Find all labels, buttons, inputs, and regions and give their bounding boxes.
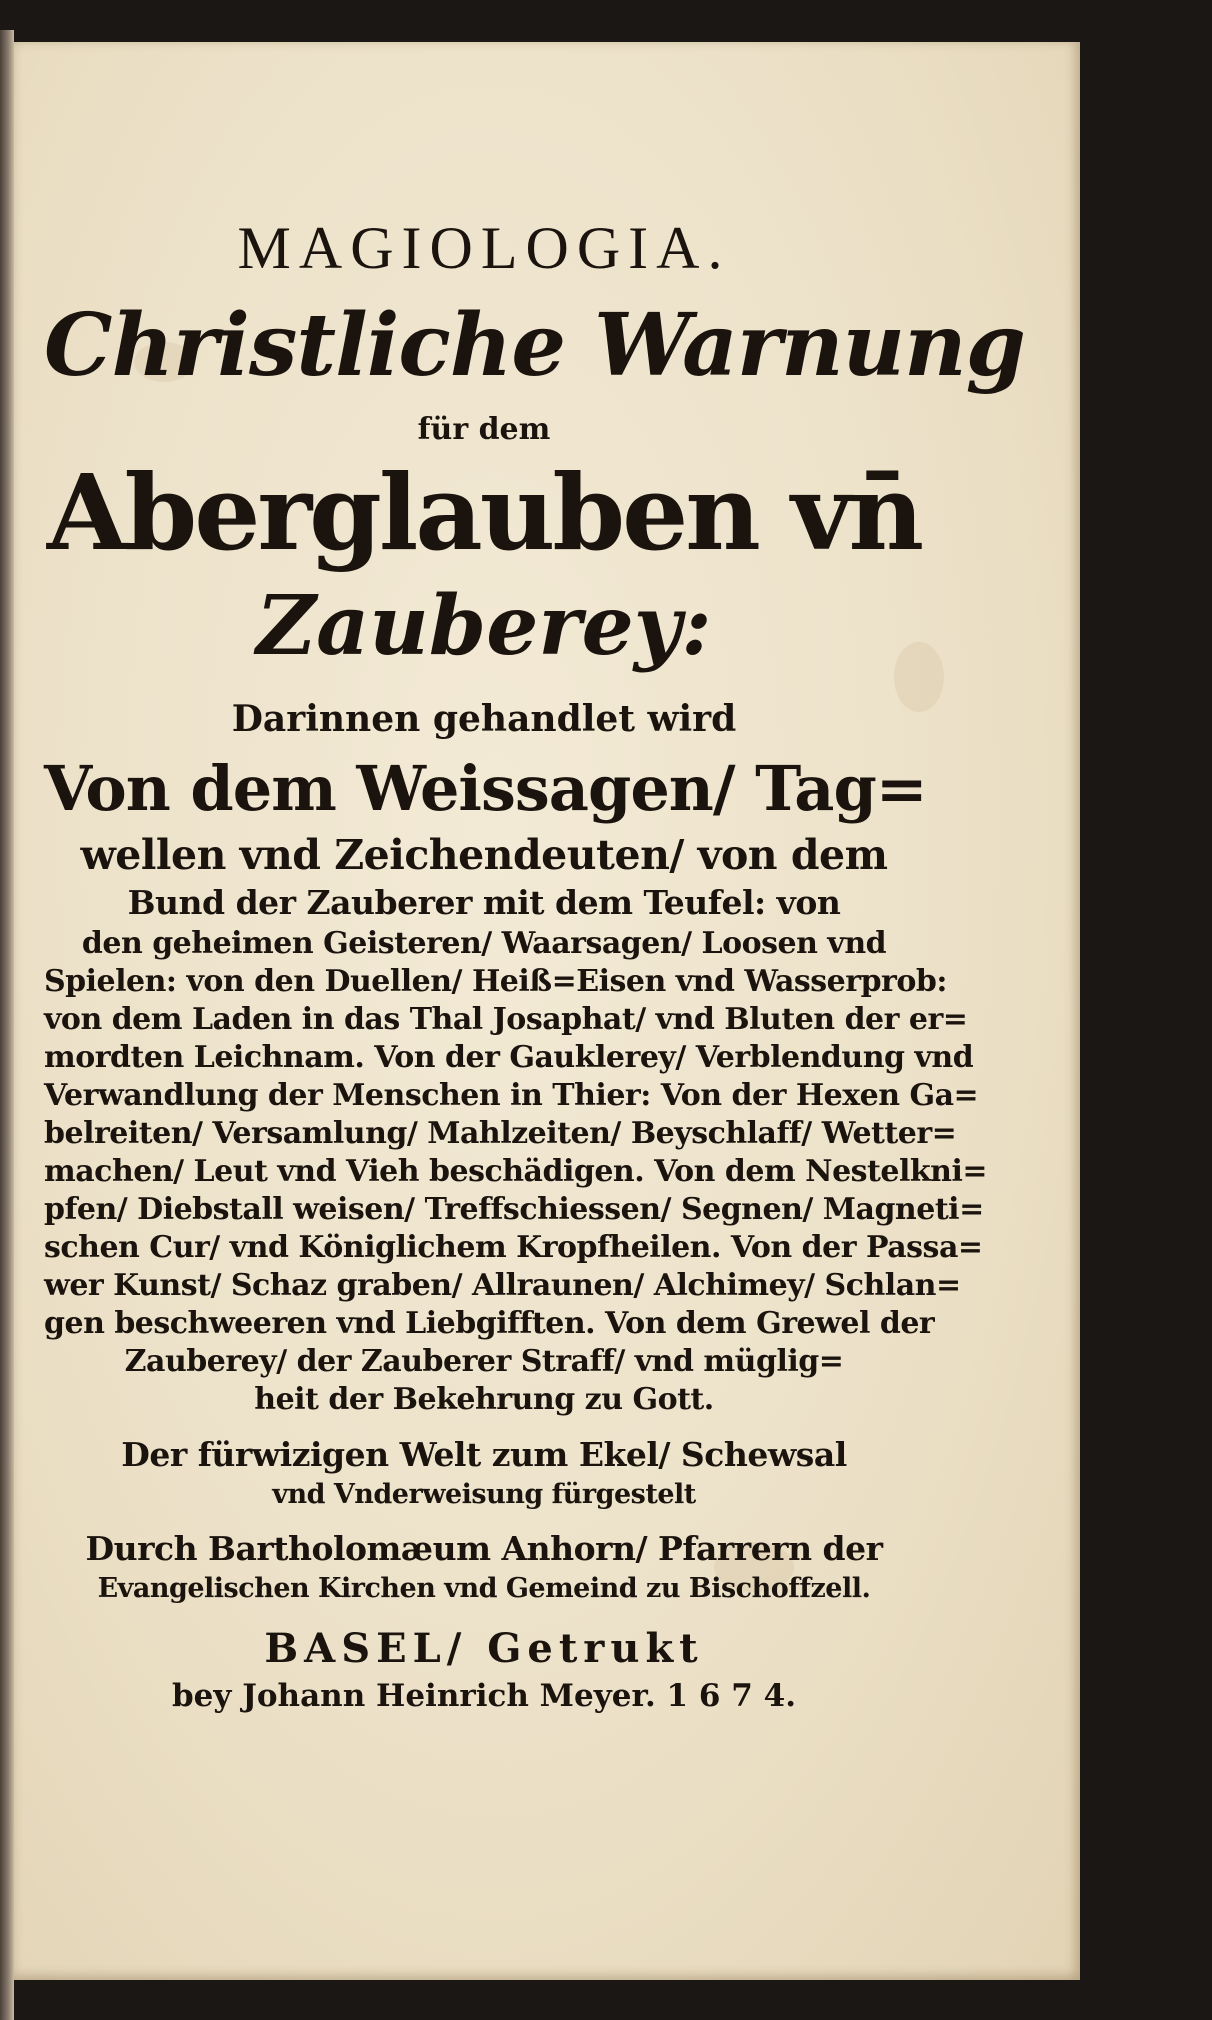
imprint-place: BASEL/ Getrukt bbox=[264, 1625, 704, 1672]
contents-line: Zauberey/ der Zauberer Straff/ vnd müglig= bbox=[124, 1344, 844, 1379]
author-line-2: Evangelischen Kirchen vnd Gemeind zu Bischoffzell. bbox=[97, 1573, 871, 1604]
dedication-line-2: vnd Vnderweisung fürgestelt bbox=[272, 1479, 696, 1510]
subtitle-darinnen: Darinnen gehandlet wird bbox=[231, 698, 737, 740]
contents-body bbox=[44, 829, 988, 1419]
contents-line: machen/ Leut vnd Vieh beschädigen. Von dem Nestelkni= bbox=[44, 1154, 988, 1189]
subtitle-aberglauben: Aberglauben vn̄ bbox=[46, 451, 922, 574]
contents-line: mordten Leichnam. Von der Gauklerey/ Verblendung vnd bbox=[44, 1040, 974, 1075]
main-title-latin: MAGIOLOGIA. bbox=[237, 215, 731, 281]
title-page bbox=[14, 42, 1080, 1980]
contents-line-1: Von dem Weissagen/ Tag= bbox=[44, 752, 927, 825]
contents-line: wellen vnd Zeichendeuten/ von dem bbox=[80, 831, 888, 879]
contents-line: den geheimen Geisteren/ Waarsagen/ Loosen vnd bbox=[81, 926, 887, 961]
book-spine-edge bbox=[0, 30, 14, 2020]
contents-line: pfen/ Diebstall weisen/ Treffschiessen/ Segnen/ Magneti= bbox=[44, 1192, 984, 1227]
contents-line: schen Cur/ vnd Königlichem Kropfheilen. Von der Passa= bbox=[44, 1230, 983, 1265]
dedication-line-1: Der fürwizigen Welt zum Ekel/ Schewsal bbox=[121, 1435, 847, 1474]
contents-line: Verwandlung der Menschen in Thier: Von der Hexen Ga= bbox=[44, 1078, 979, 1113]
author-line-1: Durch Bartholomæum Anhorn/ Pfarrern der bbox=[85, 1529, 883, 1568]
subtitle-warnung: Christliche Warnung bbox=[44, 295, 1025, 396]
title-block bbox=[44, 152, 1025, 1714]
contents-line: wer Kunst/ Schaz graben/ Allraunen/ Alchimey/ Schlan= bbox=[44, 1268, 961, 1303]
contents-line: von dem Laden in das Thal Josaphat/ vnd Bluten der er= bbox=[44, 1002, 968, 1037]
contents-line: Spielen: von den Duellen/ Heiß=Eisen vnd Wasserprob: bbox=[44, 964, 947, 999]
imprint-printer-year: bey Johann Heinrich Meyer. 1 6 7 4. bbox=[172, 1678, 796, 1714]
contents-line: belreiten/ Versamlung/ Mahlzeiten/ Beyschlaff/ Wetter= bbox=[44, 1116, 957, 1151]
contents-line: heit der Bekehrung zu Gott. bbox=[254, 1382, 714, 1417]
subtitle-fuer-dem: für dem bbox=[417, 412, 551, 447]
contents-line: Bund der Zauberer mit dem Teufel: von bbox=[127, 883, 841, 922]
subtitle-zauberey: Zauberey: bbox=[256, 578, 712, 674]
contents-line: gen beschweeren vnd Liebgifften. Von dem Grewel der bbox=[44, 1306, 935, 1341]
